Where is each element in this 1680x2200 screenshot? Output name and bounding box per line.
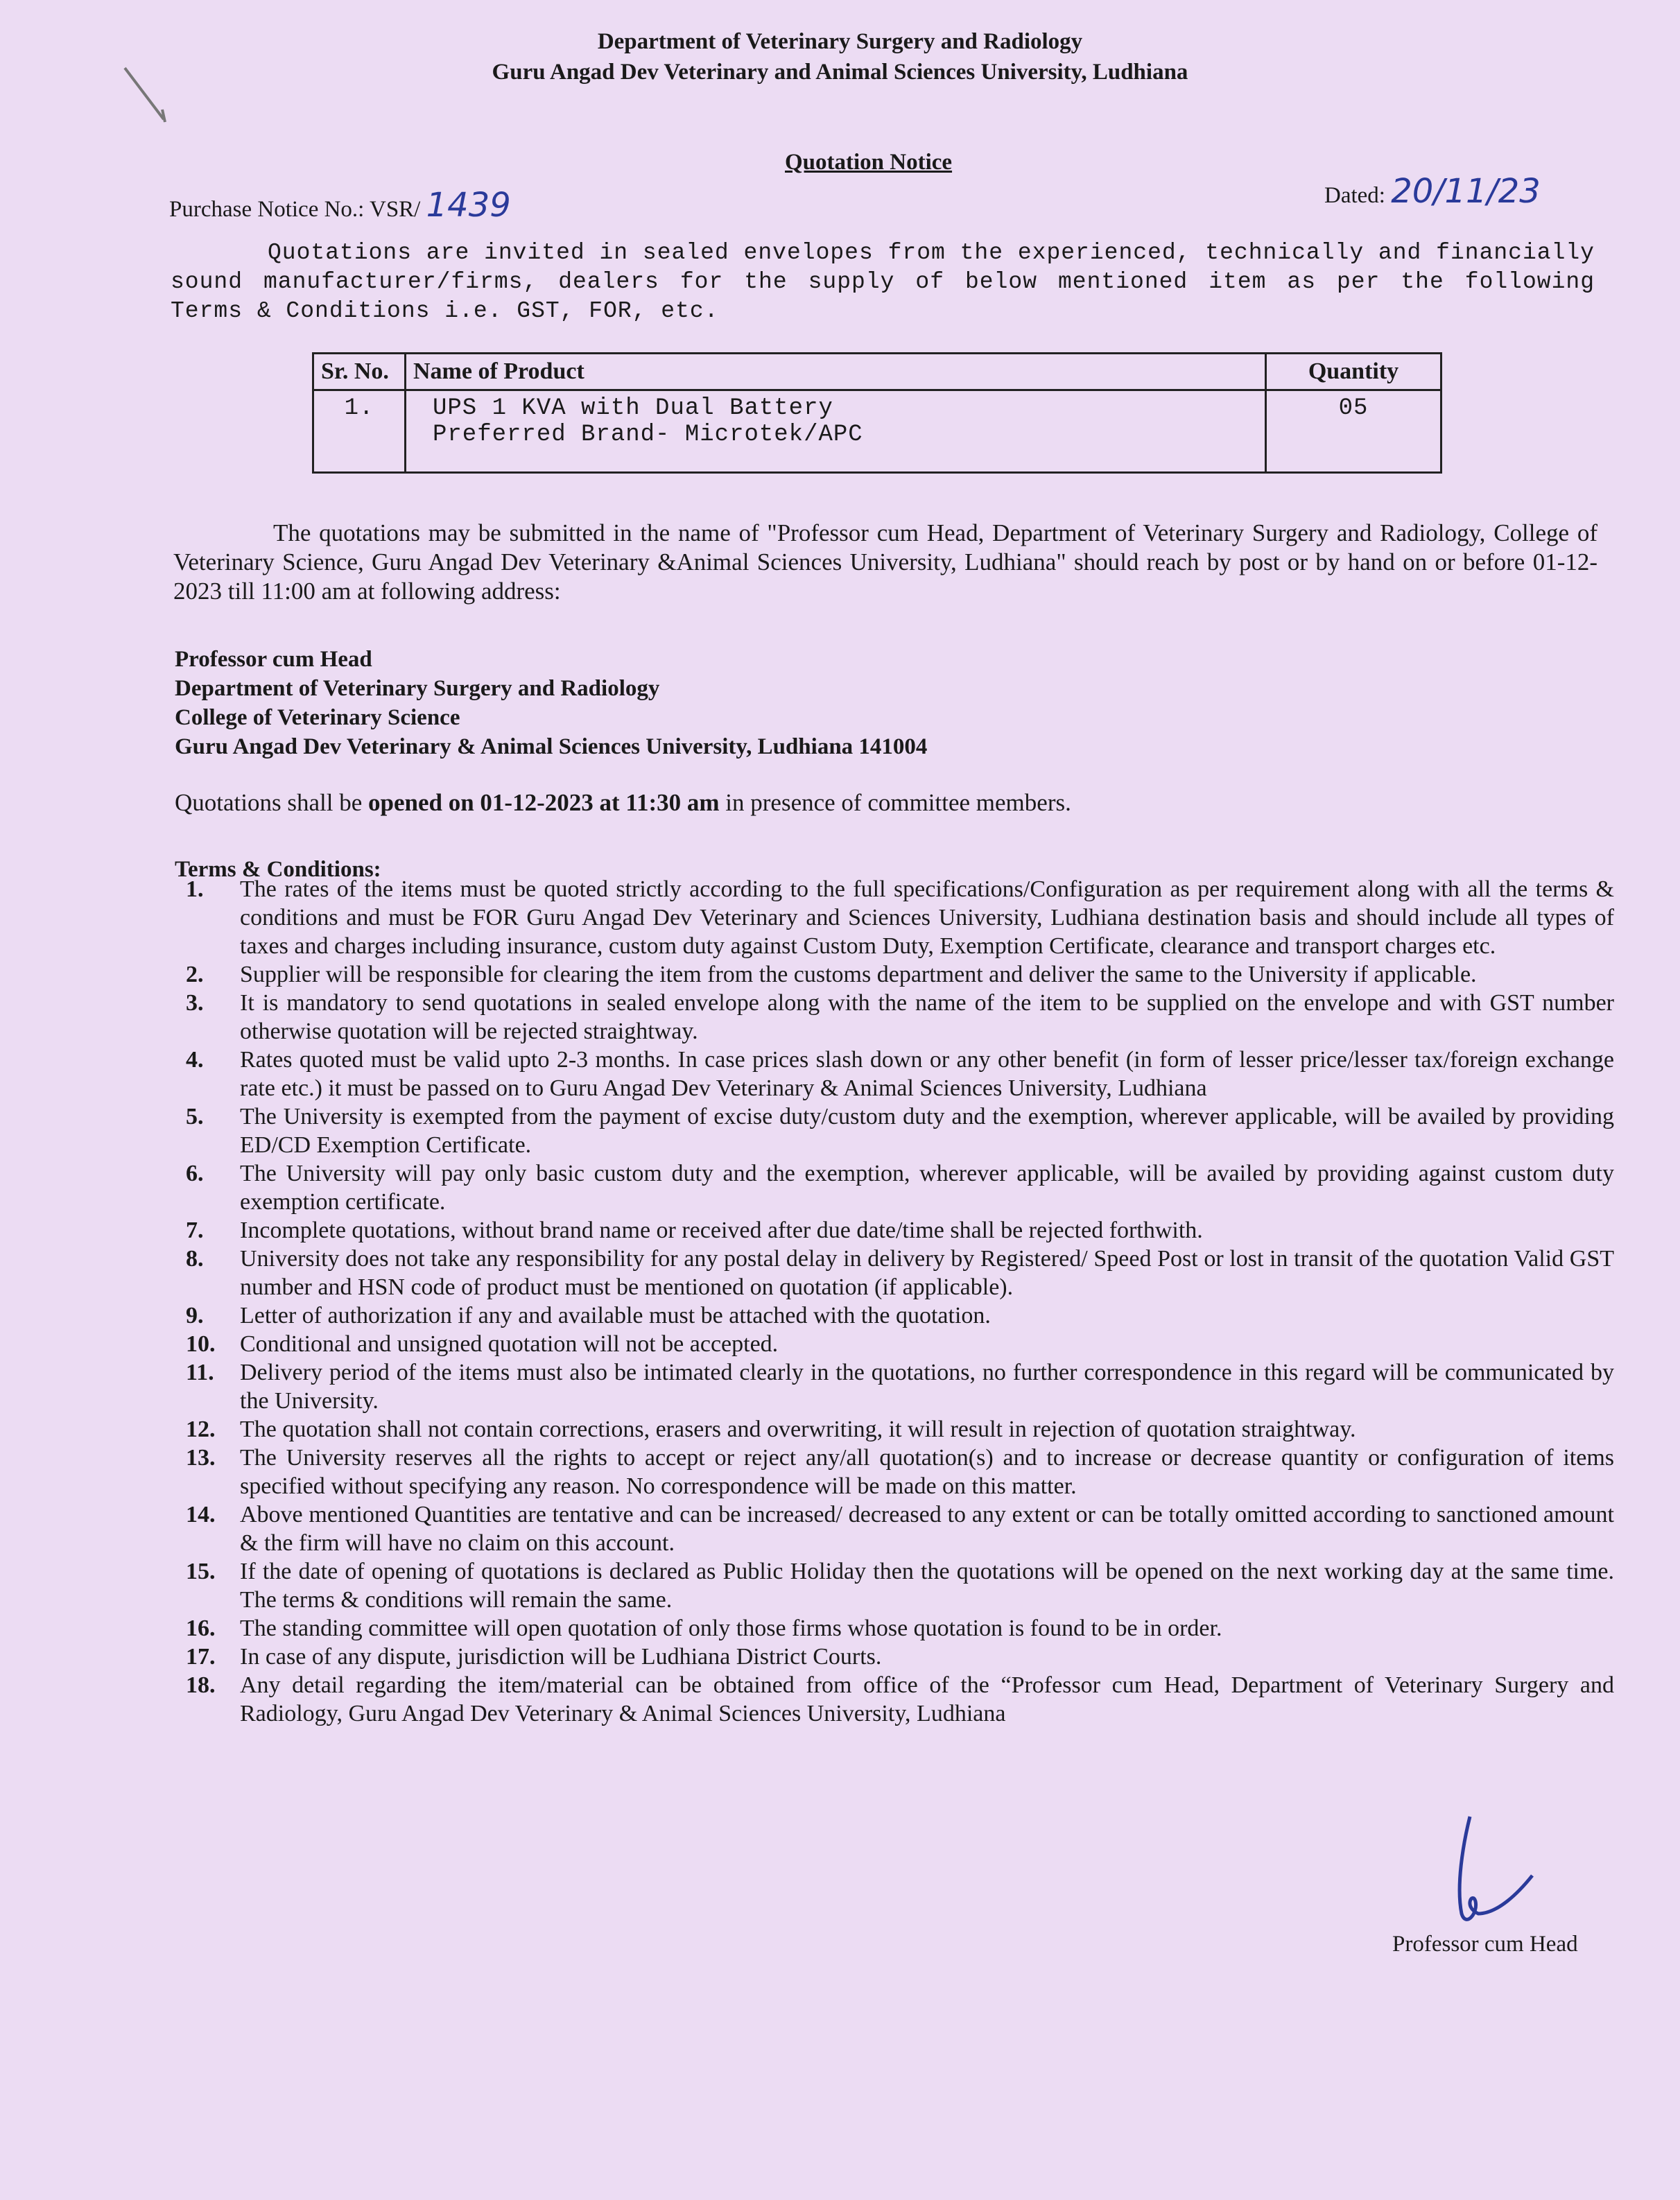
dated-label: Dated: — [1324, 183, 1385, 208]
term-text: Rates quoted must be valid upto 2-3 months. In case prices slash down or any other benefit (in form of lesser price/lesser tax/foreign exchange rate etc.) it must be passed on to Guru Angad Dev Veterinary & Animal Sciences University, Ludhiana — [240, 1047, 1614, 1101]
signature-icon — [1442, 1810, 1539, 1934]
term-number: 17. — [186, 1644, 216, 1670]
term-text: Letter of authorization if any and available must be attached with the quotation. — [240, 1303, 991, 1328]
university-heading: Guru Angad Dev Veterinary and Animal Sciences University, Ludhiana — [492, 60, 1188, 85]
term-text: If the date of opening of quotations is declared as Public Holiday then the quotations will be opened on the next working day at the same time. The terms & conditions will remain the same. — [240, 1559, 1614, 1613]
term-text: The rates of the items must be quoted strictly according to the full specifications/Configuration as per requirement along with all the terms & conditions and must be FOR Guru Angad Dev Veterinary and Sciences University, Ludhiana destination basis and should include all types of taxes and charges including insurance, custom duty against Custom Duty, Exemption Certificate, clearance and transport charges etc. — [240, 876, 1614, 959]
term-text: It is mandatory to send quotations in sealed envelope along with the name of the item to be supplied on the envelope and with GST number otherwise quotation will be rejected straightway. — [240, 990, 1614, 1044]
term-number: 6. — [186, 1161, 204, 1186]
term-number: 18. — [186, 1672, 216, 1698]
term-text: Conditional and unsigned quotation will not be accepted. — [240, 1331, 779, 1357]
term-number: 1. — [186, 876, 204, 902]
signatory-role: Professor cum Head — [1392, 1932, 1578, 1957]
term-number: 7. — [186, 1218, 204, 1243]
term-number: 2. — [186, 962, 204, 987]
term-item — [186, 1216, 1614, 1245]
term-item — [186, 1671, 1614, 1728]
term-text: University does not take any responsibility for any postal delay in delivery by Registered/ Speed Post or lost in transit of the quotation Valid GST number and HSN code of product must be mentioned on quotation (if applicable). — [240, 1246, 1614, 1300]
term-item — [186, 1643, 1614, 1671]
term-item — [186, 1159, 1614, 1216]
submission-paragraph: The quotations may be submitted in the name of "Professor cum Head, Department of Veterinary Surgery and Radiology, College of Veterinary Science, Guru Angad Dev Veterinary &Animal Sciences University, Ludhiana" should reach by post or by hand on or before 01-12-2023 till 11:00 am at following address: — [173, 519, 1597, 605]
term-item — [186, 960, 1614, 989]
row-product — [406, 390, 1266, 473]
opening-date: opened on 01-12-2023 at 11:30 am — [368, 789, 720, 816]
address-line: Professor cum Head — [175, 647, 372, 672]
term-item — [186, 1614, 1614, 1643]
department-heading: Department of Veterinary Surgery and Radiology — [597, 29, 1083, 54]
table-header-row — [313, 354, 1441, 390]
address-line: College of Veterinary Science — [175, 705, 460, 730]
product-name: UPS 1 KVA with Dual Battery — [433, 395, 833, 422]
term-number: 5. — [186, 1104, 204, 1129]
purchase-notice-label: Purchase Notice No.: VSR/ — [169, 197, 421, 222]
term-text: Incomplete quotations, without brand name or received after due date/time shall be rejected forthwith. — [240, 1218, 1203, 1243]
term-text: Above mentioned Quantities are tentative and can be increased/ decreased to any extent or can be totally omitted according to sanctioned amount & the firm will have no claim on this account. — [240, 1502, 1614, 1556]
term-item — [186, 1245, 1614, 1301]
purchase-notice — [169, 186, 511, 225]
term-text: The University is exempted from the payment of excise duty/custom duty and the exemption, wherever applicable, will be availed by providing ED/CD Exemption Certificate. — [240, 1104, 1614, 1158]
items-table — [312, 352, 1442, 474]
col-quantity: Quantity — [1266, 354, 1441, 390]
term-number: 8. — [186, 1246, 204, 1272]
address-block — [175, 645, 927, 761]
term-number: 4. — [186, 1047, 204, 1073]
term-number: 10. — [186, 1331, 216, 1357]
row-sr-no: 1. — [313, 390, 406, 473]
term-item — [186, 875, 1614, 960]
term-text: Delivery period of the items must also be intimated clearly in the quotations, no further correspondence in this regard will be communicated by the University. — [240, 1360, 1614, 1414]
term-item — [186, 1330, 1614, 1358]
dated-value: 20/11/23 — [1391, 172, 1541, 211]
term-item — [186, 1046, 1614, 1102]
term-number: 15. — [186, 1559, 216, 1584]
term-number: 3. — [186, 990, 204, 1016]
term-text: The University reserves all the rights to accept or reject any/all quotation(s) and to increase or decrease quantity or configuration of items specified without specifying any reason. No correspondence will be made on this matter. — [240, 1445, 1614, 1499]
term-item — [186, 1301, 1614, 1330]
intro-paragraph: Quotations are invited in sealed envelopes from the experienced, technically and financially sound manufacturer/firms, dealers for the supply of below mentioned item as per the following Terms & Conditions i.e. GST, FOR, etc. — [171, 240, 1595, 324]
term-text: Any detail regarding the item/material can be obtained from office of the “Professor cum Head, Department of Veterinary Surgery and Radiology, Guru Angad Dev Veterinary & Animal Sciences University, Ludhiana — [240, 1672, 1614, 1726]
term-number: 11. — [186, 1360, 214, 1385]
notice-title: Quotation Notice — [785, 150, 953, 175]
term-number: 13. — [186, 1445, 216, 1471]
col-sr-no: Sr. No. — [313, 354, 406, 390]
row-quantity: 05 — [1266, 390, 1441, 473]
table-row — [313, 390, 1441, 473]
dated — [1324, 172, 1541, 211]
opening-post: in presence of committee members. — [719, 789, 1071, 816]
term-item — [186, 1358, 1614, 1415]
opening-statement — [175, 789, 1071, 817]
term-number: 16. — [186, 1616, 216, 1641]
term-text: The University will pay only basic custom duty and the exemption, wherever applicable, will be availed by providing against custom duty exemption certificate. — [240, 1161, 1614, 1215]
purchase-notice-number: 1439 — [426, 186, 511, 225]
term-text: Supplier will be responsible for clearing the item from the customs department and deliver the same to the University if applicable. — [240, 962, 1477, 987]
term-item — [186, 1102, 1614, 1159]
terms-list — [186, 875, 1614, 1728]
term-number: 14. — [186, 1502, 216, 1527]
term-item — [186, 1444, 1614, 1500]
term-number: 9. — [186, 1303, 204, 1328]
term-text: The quotation shall not contain corrections, erasers and overwriting, it will result in rejection of quotation straightway. — [240, 1417, 1356, 1442]
product-brand: Preferred Brand- Microtek/APC — [433, 422, 863, 448]
opening-pre: Quotations shall be — [175, 789, 368, 816]
address-line: Guru Angad Dev Veterinary & Animal Sciences University, Ludhiana 141004 — [175, 734, 928, 759]
term-item — [186, 1557, 1614, 1614]
term-item — [186, 1415, 1614, 1444]
col-product: Name of Product — [406, 354, 1266, 390]
term-text: In case of any dispute, jurisdiction will be Ludhiana District Courts. — [240, 1644, 882, 1670]
term-number: 12. — [186, 1417, 216, 1442]
address-line: Department of Veterinary Surgery and Radiology — [175, 676, 660, 701]
terms-title: Terms & Conditions: — [175, 857, 381, 882]
term-item — [186, 1500, 1614, 1557]
term-text: The standing committee will open quotation of only those firms whose quotation is found to be in order. — [240, 1616, 1222, 1641]
term-item — [186, 989, 1614, 1046]
